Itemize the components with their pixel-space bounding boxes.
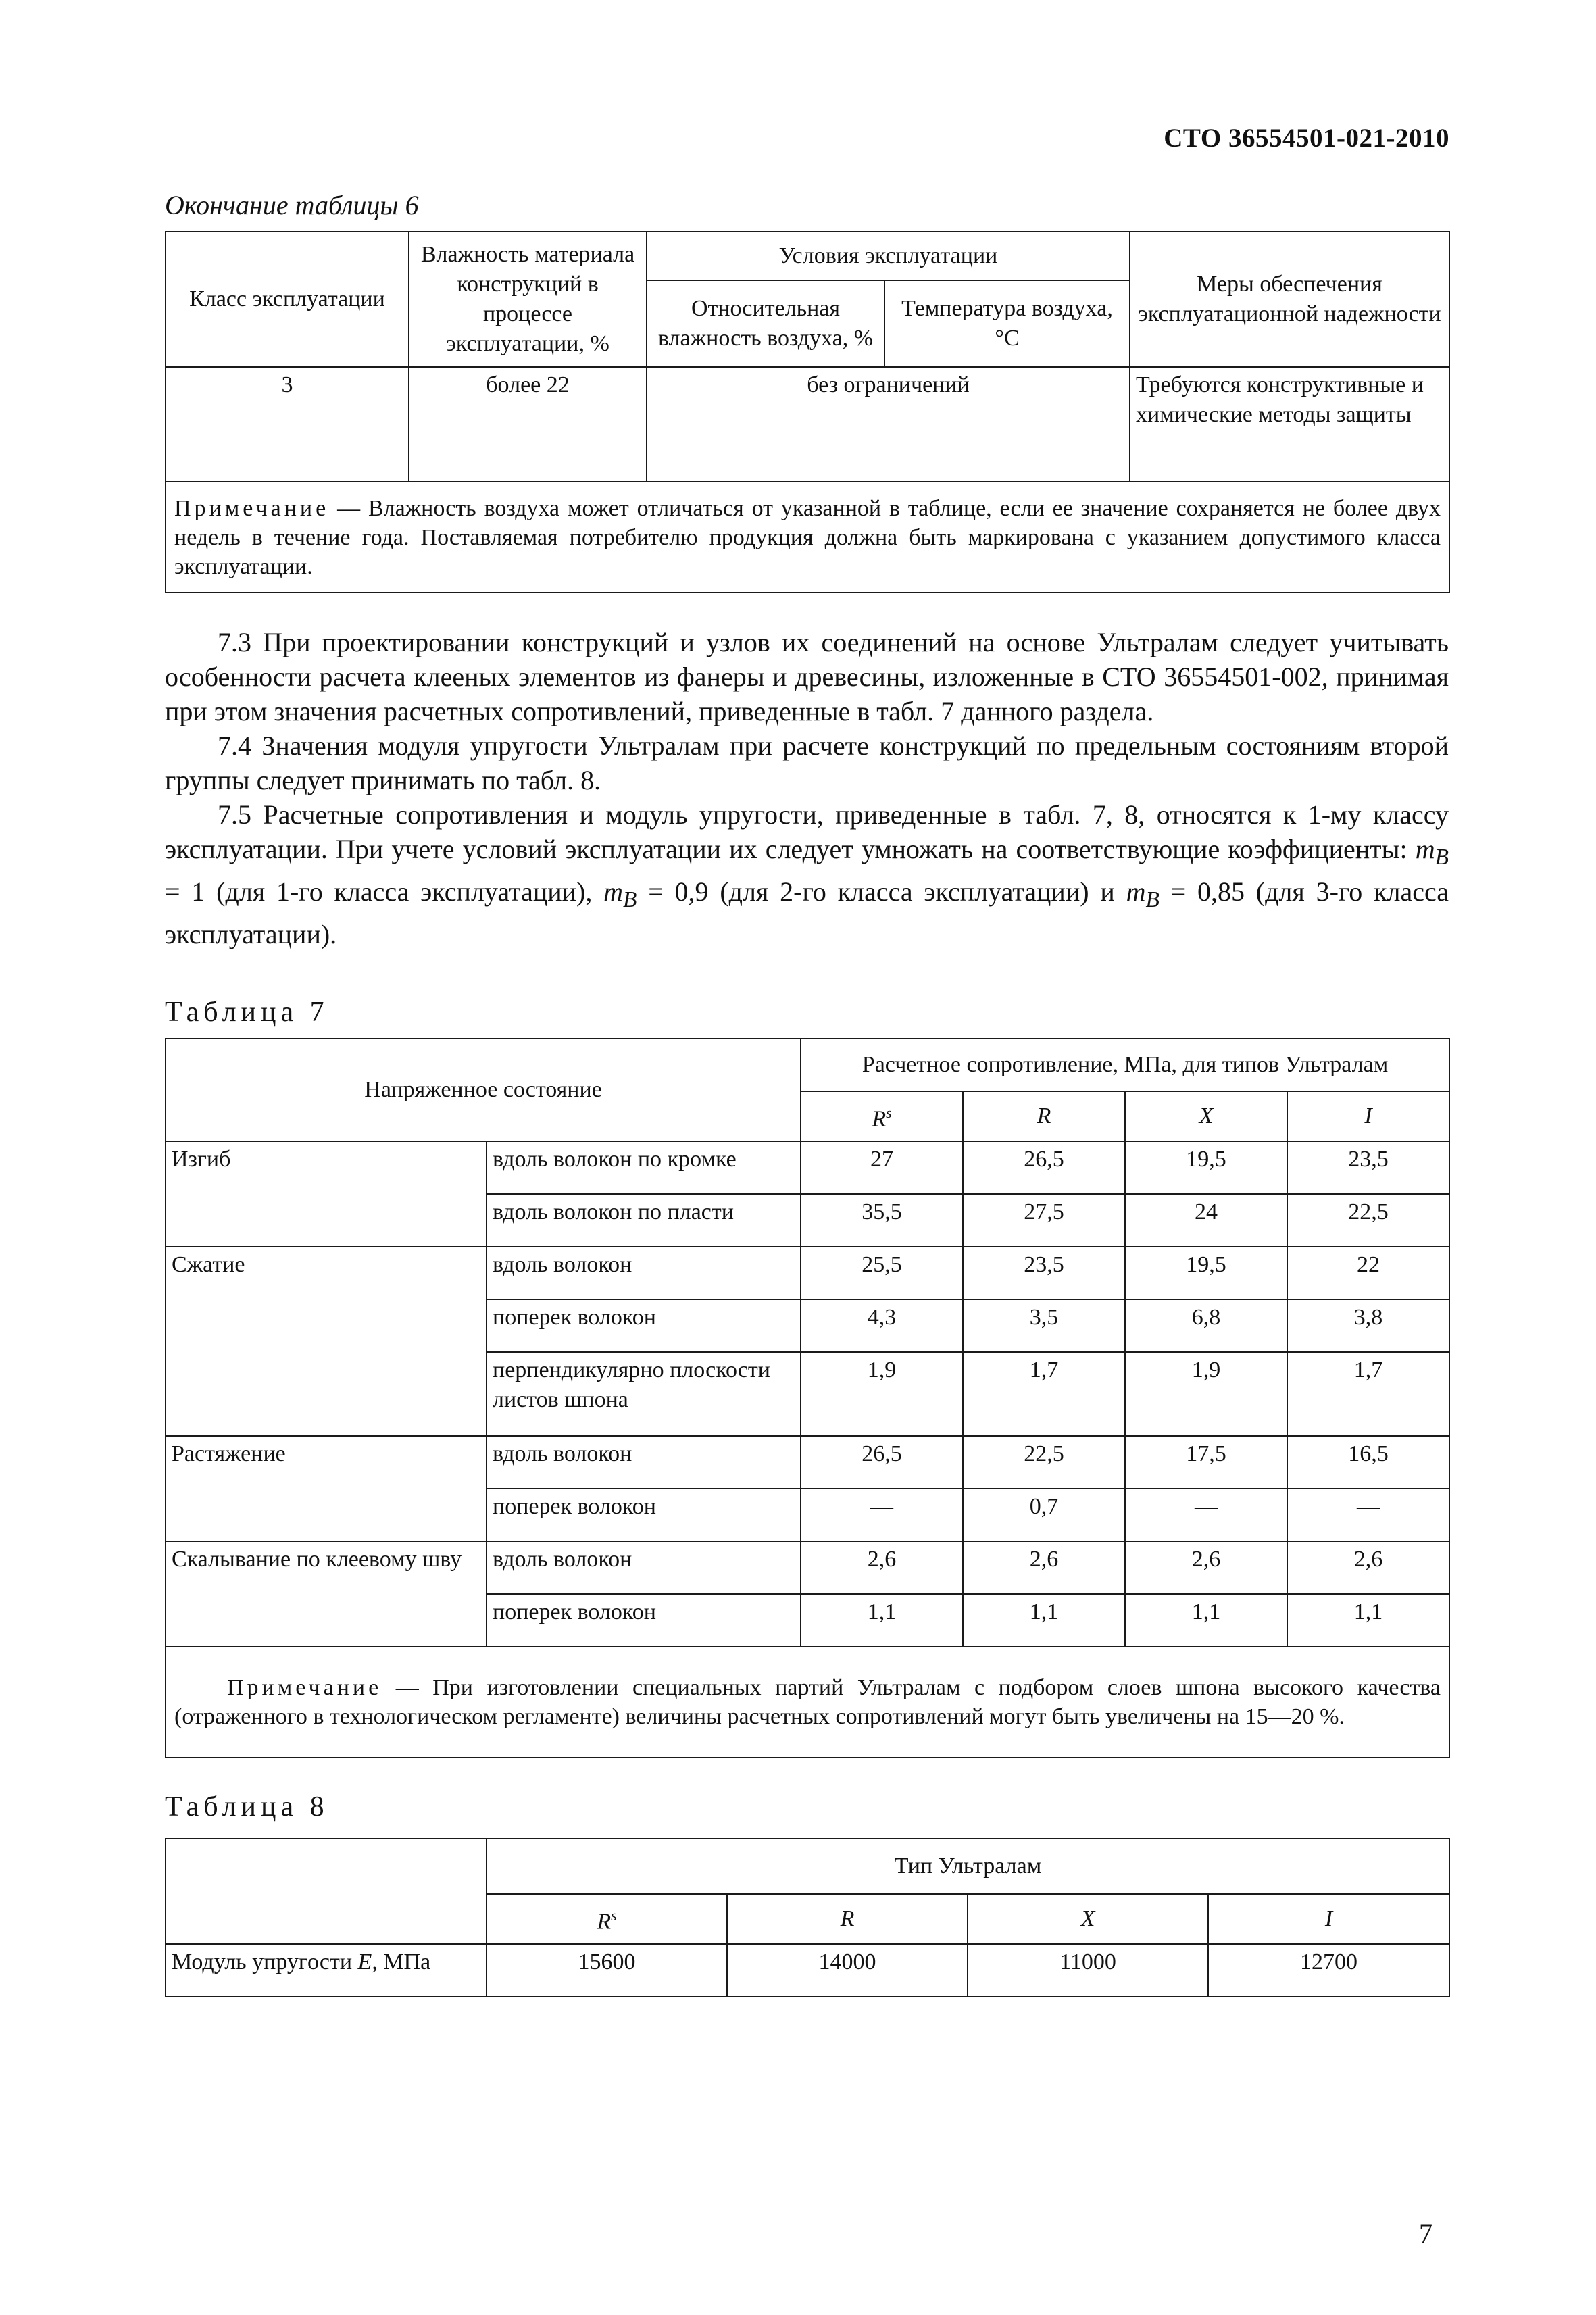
- coefficient-symbol: $m_B$: [1126, 876, 1159, 912]
- table8-row-label: Модуль упругости E, МПа: [166, 1944, 487, 1997]
- table7-value: —: [1125, 1489, 1287, 1541]
- table7-type-rs: $R^s$: [801, 1091, 963, 1141]
- table7-value: 16,5: [1287, 1436, 1449, 1489]
- table7-type-x: X: [1125, 1091, 1287, 1141]
- table7-value: 1,1: [963, 1594, 1125, 1647]
- table7-value: 26,5: [963, 1141, 1125, 1194]
- table7-substate: перпендикулярно плоскости листов шпона: [487, 1352, 801, 1436]
- table7-value: 1,1: [801, 1594, 963, 1647]
- table7-value: 22,5: [1287, 1194, 1449, 1247]
- table7: [165, 1038, 1450, 1758]
- paragraph-7-3: 7.3 При проектировании конструкций и узлов их соединений на основе Ультралам следует учитывать особенности расчета клееных элементов из фанеры и древесины, изложенные в СТО 36554501-002, принимая при этом значения расчетных сопротивлений, приведенные в табл. 7 данного раздела.: [165, 627, 1449, 726]
- table8-value: 15600: [487, 1944, 727, 1997]
- table7-substate: вдоль волокон: [487, 1436, 801, 1489]
- table7-value: 19,5: [1125, 1141, 1287, 1194]
- table7-value: 17,5: [1125, 1436, 1287, 1489]
- table7-caption: Таблица 7: [165, 997, 329, 1028]
- table7-value: 6,8: [1125, 1299, 1287, 1352]
- table8-type-i: I: [1208, 1894, 1449, 1944]
- table7-type-i: I: [1287, 1091, 1449, 1141]
- note-text: — Влажность воздуха может отличаться от указанной в таблице, если ее значение сохраняется не более двух недель в течение года. Поставляемая потребителю продукция должна быть маркирована с указанием допустимого класса эксплуатации.: [174, 495, 1441, 579]
- table7-group-shear: Скалывание по клеевому шву: [166, 1541, 487, 1647]
- table6: [165, 231, 1450, 593]
- table7-value: 22,5: [963, 1436, 1125, 1489]
- table7-value: 2,6: [1287, 1541, 1449, 1594]
- table6-class-value: 3: [166, 367, 409, 482]
- table-row: [166, 367, 1449, 482]
- note-label: Примечание: [174, 495, 330, 521]
- table6-conditions-value: без ограничений: [647, 367, 1130, 482]
- table7-value: 2,6: [963, 1541, 1125, 1594]
- paragraph-7-5-part: = 0,9 (для 2-го класса эксплуатации) и: [637, 876, 1126, 907]
- table6-note: [166, 482, 1449, 593]
- table6-humidity-value: более 22: [409, 367, 647, 482]
- table7-value: 24: [1125, 1194, 1287, 1247]
- table-row: [166, 1141, 1449, 1194]
- table7-value: 1,9: [1125, 1352, 1287, 1436]
- table7-value: 22: [1287, 1247, 1449, 1299]
- table-row: [166, 1247, 1449, 1299]
- paragraph-7-5-part: = 0,85 (для 3-го класса эксплуатации).: [165, 876, 1449, 949]
- table8: [165, 1838, 1450, 1997]
- table7-value: 1,1: [1287, 1594, 1449, 1647]
- table7-value: 23,5: [1287, 1141, 1449, 1194]
- paragraph-7-5: [165, 797, 1449, 951]
- table6-caption: Окончание таблицы 6: [165, 190, 419, 220]
- coefficient-symbol: $m_B$: [603, 876, 637, 912]
- table6-header-air-temperature: Температура воздуха, °С: [884, 280, 1130, 367]
- table7-value: —: [801, 1489, 963, 1541]
- paragraph-7-4: 7.4 Значения модуля упругости Ультралам при расчете конструкций по предельным состояниям второй группы следует принимать по табл. 8.: [165, 730, 1449, 795]
- table7-substate: вдоль волокон: [487, 1247, 801, 1299]
- body-text: [165, 625, 1449, 951]
- table7-group-bending: Изгиб: [166, 1141, 487, 1247]
- table8-type-r: R: [727, 1894, 968, 1944]
- note-label: Примечание: [227, 1675, 382, 1700]
- table7-value: 0,7: [963, 1489, 1125, 1541]
- table7-value: 25,5: [801, 1247, 963, 1299]
- table6-header-conditions: Условия эксплуатации: [647, 232, 1130, 280]
- table7-header-state: Напряженное состояние: [166, 1039, 801, 1141]
- table7-substate: поперек волокон: [487, 1594, 801, 1647]
- table6-header-material-humidity: Влажность материала конструкций в процессе эксплуатации, %: [409, 232, 647, 367]
- table7-value: 3,5: [963, 1299, 1125, 1352]
- table6-header-measures: Меры обеспечения эксплуатационной надежности: [1130, 232, 1449, 367]
- table-row: [166, 1541, 1449, 1594]
- table7-substate: вдоль волокон: [487, 1541, 801, 1594]
- table7-substate: вдоль волокон по пласти: [487, 1194, 801, 1247]
- table8-caption: Таблица 8: [165, 1791, 329, 1822]
- table7-type-r: R: [963, 1091, 1125, 1141]
- table6-measures-value: Требуются конструктивные и химические методы защиты: [1130, 367, 1449, 482]
- table8-type-x: X: [968, 1894, 1208, 1944]
- table7-group-tension: Растяжение: [166, 1436, 487, 1541]
- table7-value: 2,6: [801, 1541, 963, 1594]
- table7-group-compression: Сжатие: [166, 1247, 487, 1436]
- table7-substate: поперек волокон: [487, 1489, 801, 1541]
- table7-value: 2,6: [1125, 1541, 1287, 1594]
- table6-header-class: Класс эксплуатации: [166, 232, 409, 367]
- table7-substate: поперек волокон: [487, 1299, 801, 1352]
- document-code: СТО 36554501-021-2010: [1164, 124, 1449, 153]
- paragraph-7-5-part: = 1 (для 1-го класса эксплуатации),: [165, 876, 604, 907]
- table-row: [166, 1436, 1449, 1489]
- table7-header-resistance: Расчетное сопротивление, МПа, для типов Ультралам: [801, 1039, 1449, 1091]
- page-number: 7: [1419, 2218, 1432, 2249]
- table7-value: 1,1: [1125, 1594, 1287, 1647]
- table8-value: 11000: [968, 1944, 1208, 1997]
- paragraph-7-5-part: 7.5 Расчетные сопротивления и модуль упругости, приведенные в табл. 7, 8, относятся к 1-му классу эксплуатации. При учете условий эксплуатации их следует умножать на соответствующие коэффициенты:: [165, 799, 1449, 864]
- table6-header-relative-humidity: Относительная влажность воздуха, %: [647, 280, 884, 367]
- table8-empty-corner: [166, 1839, 487, 1944]
- table7-value: 19,5: [1125, 1247, 1287, 1299]
- coefficient-symbol: $m_B$: [1415, 834, 1449, 870]
- table7-substate: вдоль волокон по кромке: [487, 1141, 801, 1194]
- table7-value: 3,8: [1287, 1299, 1449, 1352]
- table7-value: 27: [801, 1141, 963, 1194]
- table7-value: 23,5: [963, 1247, 1125, 1299]
- table7-value: 1,7: [963, 1352, 1125, 1436]
- table7-value: 35,5: [801, 1194, 963, 1247]
- table8-header-type: Тип Ультралам: [487, 1839, 1449, 1894]
- table7-value: 26,5: [801, 1436, 963, 1489]
- table7-note: [166, 1647, 1449, 1758]
- note-text: — При изготовлении специальных партий Ультралам с подбором слоев шпона высокого качества (отраженного в технологическом регламенте) величины расчетных сопротивлений могут быть увеличены на 15—20 %.: [174, 1675, 1441, 1729]
- table8-type-rs: $R^s$: [487, 1894, 727, 1944]
- table7-value: —: [1287, 1489, 1449, 1541]
- table7-value: 4,3: [801, 1299, 963, 1352]
- table7-value: 1,9: [801, 1352, 963, 1436]
- table7-value: 27,5: [963, 1194, 1125, 1247]
- table7-value: 1,7: [1287, 1352, 1449, 1436]
- table-row: [166, 1944, 1449, 1997]
- table8-value: 14000: [727, 1944, 968, 1997]
- table8-value: 12700: [1208, 1944, 1449, 1997]
